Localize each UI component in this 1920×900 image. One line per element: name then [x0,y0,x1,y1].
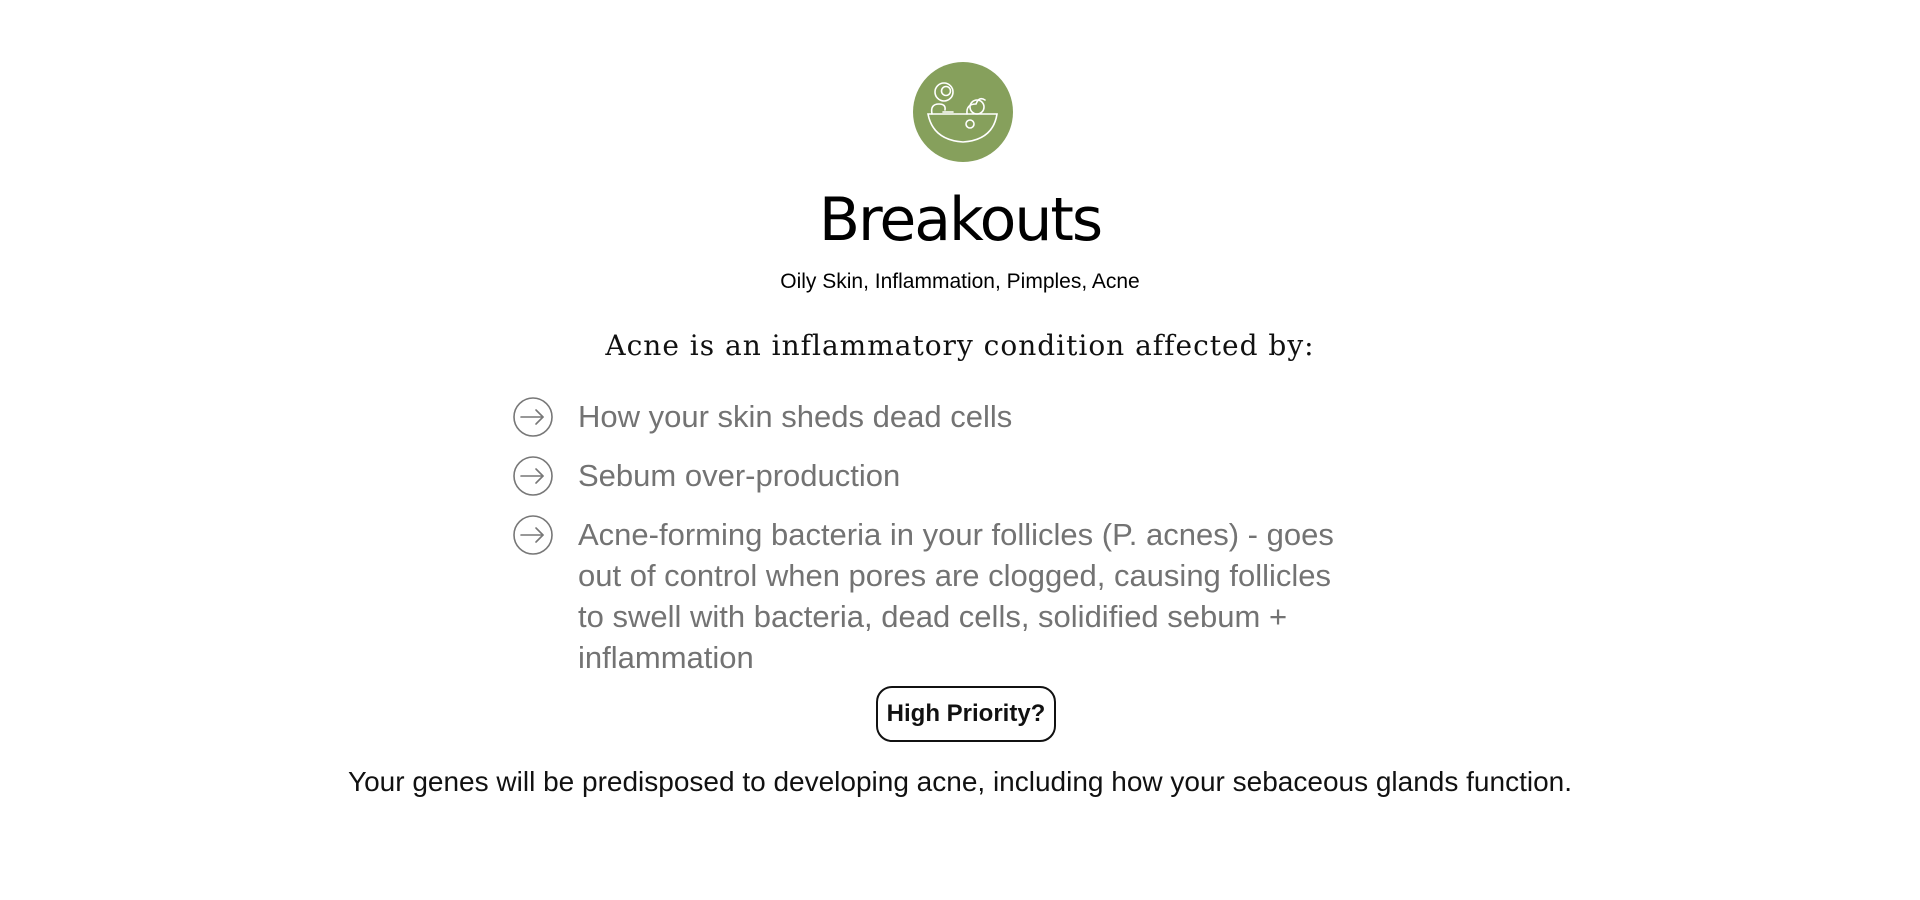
arrow-circle-right-icon [512,514,554,556]
arrow-circle-right-icon [512,455,554,497]
intro-text: Acne is an inflammatory condition affected by: [605,329,1315,362]
list-item-text: How your skin sheds dead cells [578,399,1013,434]
list-item-text: Acne-forming bacteria in your follicles (P. acnes) - goes out of control when pores are clogged, causing follicles to swell with bacteria, dead cells, solidified sebum + inflammation [578,517,1334,675]
list-item [512,514,1362,678]
page-subtitle: Oily Skin, Inflammation, Pimples, Acne [780,270,1140,293]
arrow-circle-right-icon [512,396,554,438]
page-title: Breakouts [818,185,1102,255]
priority-note: Your genes will be predisposed to developing acne, including how your sebaceous glands function. [347,766,1572,797]
skin-pore-icon [913,62,1013,162]
list-item [512,396,1362,437]
list-item-text: Sebum over-production [578,458,901,493]
list-item [512,455,1362,496]
factor-list [512,396,1362,696]
high-priority-button[interactable]: High Priority? [876,686,1056,742]
